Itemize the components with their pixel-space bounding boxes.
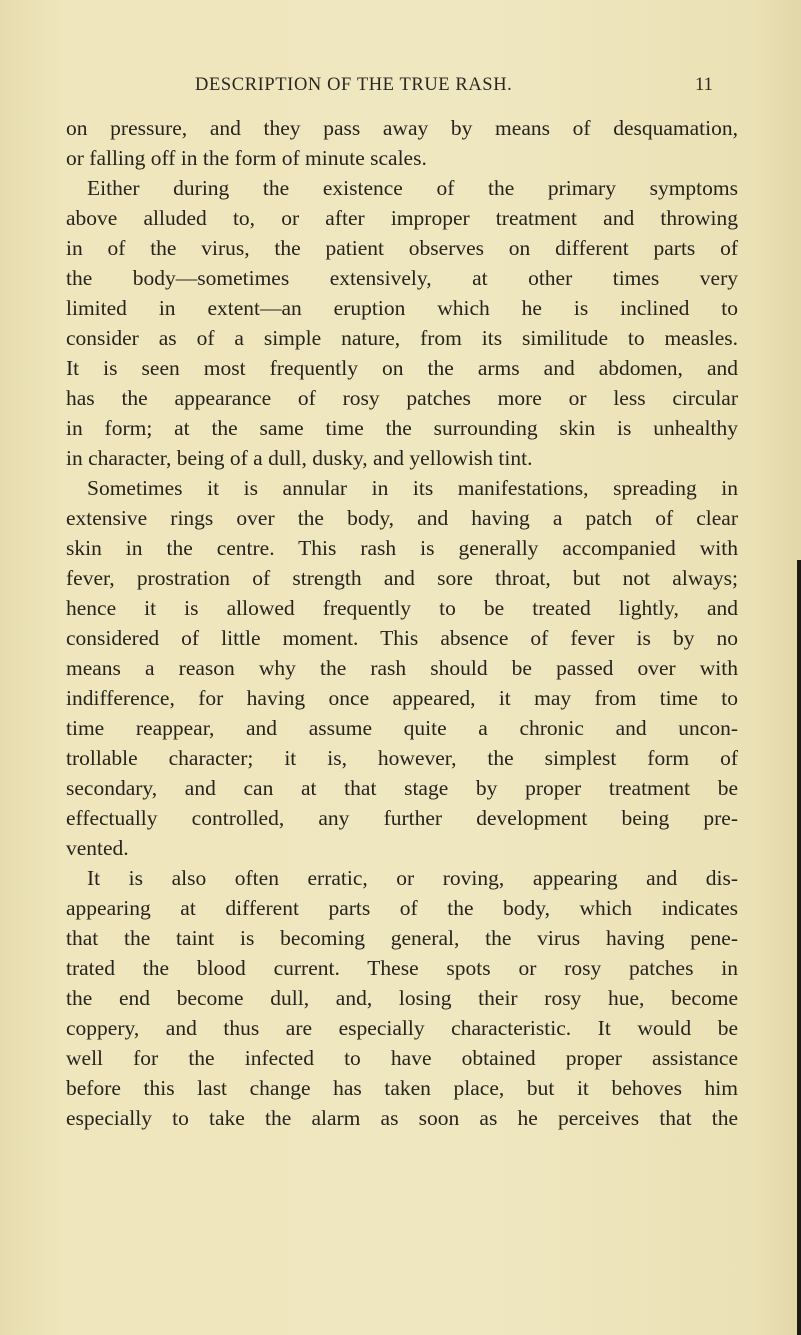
text-line: especially to take the alarm as soon as he perceives that the [66,1106,738,1130]
text-line: in character, being of a dull, dusky, and yellowish tint. [66,446,533,470]
text-line: secondary, and can at that stage by proper treatment be [66,776,738,800]
text-line: hence it is allowed frequently to be treated lightly, and [66,596,738,620]
text-line: trollable character; it is, however, the simplest form of [66,746,738,770]
text-line: in form; at the same time the surrounding skin is unhealthy [66,416,738,440]
text-line: fever, prostration of strength and sore throat, but not always; [66,566,738,590]
text-line: that the taint is becoming general, the virus having pene- [66,926,738,950]
text-line: extensive rings over the body, and having a patch of clear [66,506,738,530]
text-line: or falling off in the form of minute scales. [66,146,427,170]
text-line: trated the blood current. These spots or rosy patches in [66,956,738,980]
body-text [66,113,738,1133]
text-line: coppery, and thus are especially characteristic. It would be [66,1016,738,1040]
text-line: consider as of a simple nature, from its similitude to measles. [66,326,738,350]
paragraph-first-line: Sometimes it is annular in its manifestations, spreading in [87,476,738,500]
text-line: appearing at different parts of the body, which indicates [66,896,738,920]
text-line: well for the infected to have obtained proper assistance [66,1046,738,1070]
text-line: considered of little moment. This absence of fever is by no [66,626,738,650]
running-head [0,75,801,99]
text-line: the body—sometimes extensively, at other times very [66,266,738,290]
text-line: effectually controlled, any further development being pre- [66,806,738,830]
text-line: means a reason why the rash should be passed over with [66,656,738,680]
text-line: on pressure, and they pass away by means of desquamation, [66,116,738,140]
text-line: in of the virus, the patient observes on different parts of [66,236,738,260]
text-line: skin in the centre. This rash is generally accompanied with [66,536,738,560]
text-line: the end become dull, and, losing their rosy hue, become [66,986,738,1010]
text-line: above alluded to, or after improper treatment and throwing [66,206,738,230]
text-line: time reappear, and assume quite a chronic and uncon- [66,716,738,740]
page-number: 11 [695,75,713,95]
running-head-title: DESCRIPTION OF THE TRUE RASH. [195,75,513,95]
text-line: has the appearance of rosy patches more or less circular [66,386,738,410]
paragraph-first-line: Either during the existence of the primary symptoms [87,176,738,200]
text-line: indifference, for having once appeared, it may from time to [66,686,738,710]
text-line: vented. [66,836,129,860]
paragraph-first-line: It is also often erratic, or roving, appearing and dis- [87,866,738,890]
page-edge-shadow [797,560,801,1335]
text-line: before this last change has taken place, but it behoves him [66,1076,738,1100]
text-line: It is seen most frequently on the arms and abdomen, and [66,356,738,380]
text-line: limited in extent—an eruption which he is inclined to [66,296,738,320]
